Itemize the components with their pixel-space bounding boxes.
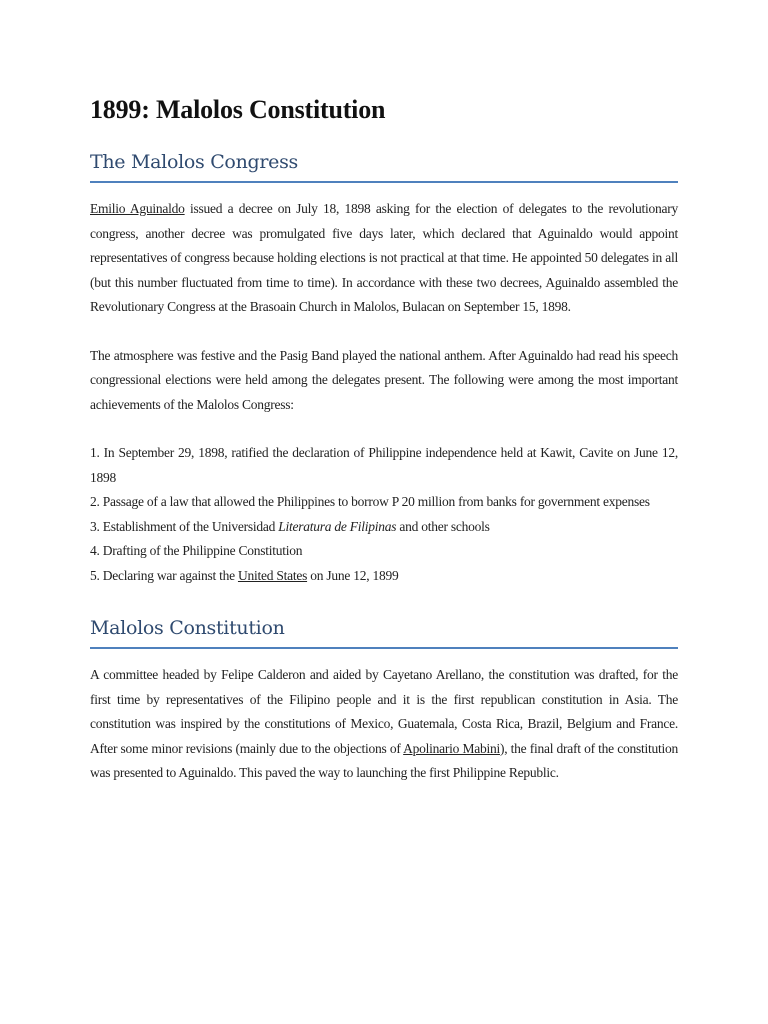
congress-paragraph-2: The atmosphere was festive and the Pasig Band played the national anthem. After Aguinaldo had read his speech congressional elections were held among the delegates present. The following were among the most important achievements of the Malolos Congress:: [90, 347, 678, 412]
list-item-text: 5. Declaring war against the: [90, 567, 238, 583]
congress-paragraph-1: [90, 197, 678, 320]
list-item: 2. Passage of a law that allowed the Philippines to borrow P 20 million from banks for government expenses: [90, 494, 650, 509]
constitution-paragraph: [90, 663, 678, 786]
congress-paragraph-1-text: issued a decree on July 18, 1898 asking for the election of delegates to the revolutionary congress, another decree was promulgated five days later, which declared that Aguinaldo would appoint representatives of congress because holding elections is not practical at that time. He appointed 50 delegates in all (but this number fluctuated from time to time). In accordance with these two decrees, Aguinaldo assembled the Revolutionary Congress at the Brasoain Church in Malolos, Bulacan on September 15, 1898.: [90, 201, 679, 314]
section-heading-malolos-congress: The Malolos Congress: [90, 148, 678, 183]
constitution-paragraph-text: A committee headed by Felipe Calderon and aided by Cayetano Arellano, the constitution was drafted, for the first time by representatives of the Filipino people and it is the first republican constitution in Asia. The constitution was inspired by the constitutions of Mexico, Guatemala, Costa Rica, Brazil, Belgium and France. After some minor revisions (mainly due to the objections of: [90, 667, 678, 756]
list-item: 1. In September 29, 1898, ratified the declaration of Philippine independence held at Kawit, Cavite on June 12, 1898: [90, 445, 678, 485]
list-item: [90, 515, 678, 540]
link-apolinario-mabini[interactable]: Apolinario Mabini: [403, 740, 500, 756]
link-emilio-aguinaldo[interactable]: Emilio Aguinaldo: [90, 201, 185, 216]
constitution-paragraph-text: ), the final draft of the constitution was presented to Aguinaldo. This paved the way to launching the first Philippine Republic.: [90, 740, 678, 780]
link-united-states[interactable]: United States: [237, 567, 308, 583]
achievements-list: [90, 441, 678, 588]
section-heading-malolos-constitution: Malolos Constitution: [90, 614, 678, 649]
list-item: [90, 564, 678, 589]
page-title: 1899: Malolos Constitution: [90, 95, 386, 124]
list-item-text: and other schools: [396, 518, 490, 534]
school-name: Literatura de Filipinas: [278, 518, 397, 534]
list-item: 4. Drafting of the Philippine Constitution: [90, 543, 303, 558]
document-content: [90, 90, 678, 786]
list-item-text: 3. Establishment of the Universidad: [90, 518, 279, 534]
list-item-text: on June 12, 1899: [307, 567, 399, 583]
